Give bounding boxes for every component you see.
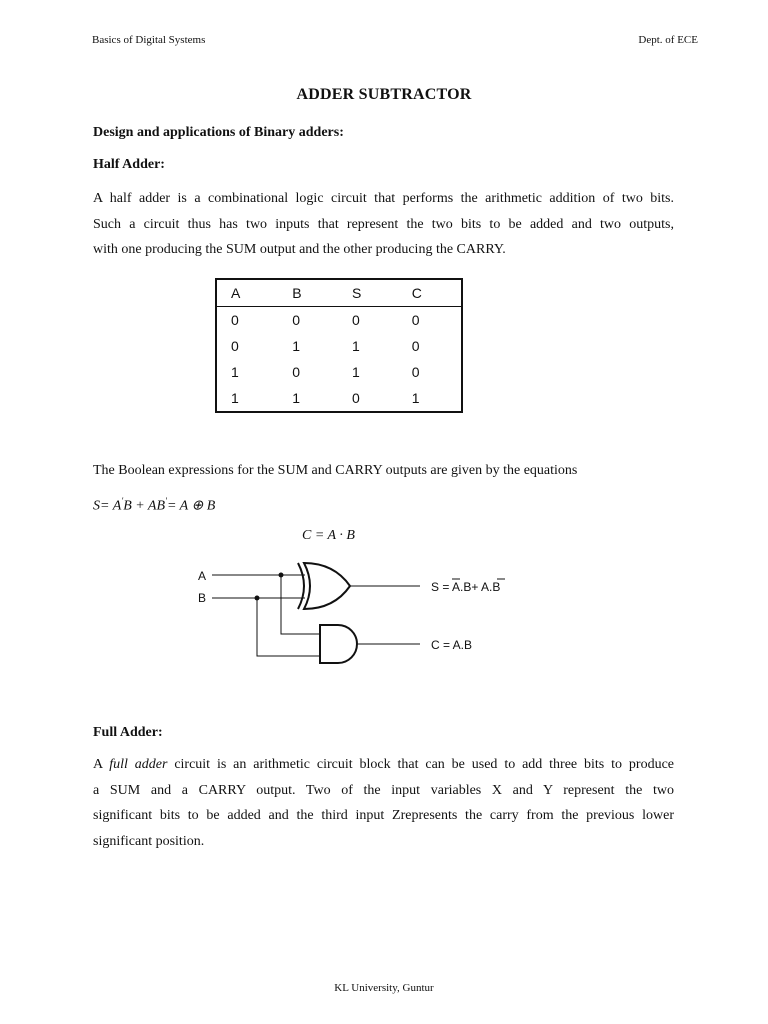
half-adder-line-2: Such a circuit thus has two inputs that represent the two bits to be added and two outputs, <box>93 216 674 232</box>
table-cell: 0 <box>351 390 360 406</box>
table-cell: 1 <box>292 338 301 354</box>
full-adder-paragraph <box>93 752 674 854</box>
text-run: circuit is an arithmetic circuit block that can be used to add three bits to produce <box>167 757 674 772</box>
table-cell: 0 <box>411 338 420 354</box>
sum-eq-part2: B + AB <box>123 498 166 514</box>
table-cell: 1 <box>292 390 301 406</box>
table-cell: 0 <box>292 364 301 380</box>
col-c-header: C <box>411 285 422 301</box>
truth-table-header-row <box>216 279 462 307</box>
table-row <box>216 307 462 334</box>
xor-gate <box>304 563 350 609</box>
col-s-header: S <box>351 285 362 301</box>
table-cell: 1 <box>351 364 360 380</box>
table-cell: 0 <box>411 364 420 380</box>
carry-output-label: C = A.B <box>431 638 473 652</box>
table-row <box>216 359 462 385</box>
input-a-label: A <box>198 569 207 583</box>
xor-gate-extra-arc <box>298 563 304 609</box>
page-title: ADDER SUBTRACTOR <box>296 86 472 103</box>
boolean-intro <box>93 458 674 484</box>
table-cell: 1 <box>411 390 420 406</box>
sum-eq-part3: = A ⊕ B <box>166 498 216 514</box>
table-cell: 0 <box>351 312 360 328</box>
table-cell: 1 <box>231 390 239 406</box>
full-adder-line-4: significant position. <box>93 833 205 849</box>
prime-mark: ' <box>165 496 167 506</box>
table-cell: 0 <box>411 312 420 328</box>
sum-equation <box>93 496 215 515</box>
and-gate <box>320 625 357 663</box>
term-full-adder: full adder <box>109 757 168 772</box>
header-course: Basics of Digital Systems <box>92 34 206 46</box>
full-adder-line-1 <box>93 752 674 778</box>
truth-table <box>215 278 463 413</box>
half-adder-circuit-diagram <box>180 560 520 670</box>
carry-equation: C = A · B <box>302 528 355 543</box>
prime-mark: ' <box>121 496 124 506</box>
table-cell: 0 <box>231 312 239 328</box>
full-adder-line-2: a SUM and a CARRY output. Two of the input variables X and Y represent the two <box>93 782 674 798</box>
table-cell: 0 <box>292 312 301 328</box>
section-heading: Design and applications of Binary adders: <box>93 125 344 140</box>
input-b-label: B <box>198 591 207 605</box>
table-cell: 1 <box>351 338 360 354</box>
col-a-header: A <box>231 285 241 301</box>
full-adder-line-3: significant bits to be added and the third input Zrepresents the carry from the previous lower <box>93 808 674 823</box>
footer-university: KL University, Guntur <box>334 982 434 994</box>
table-cell: 1 <box>231 364 239 380</box>
table-row <box>216 385 462 412</box>
half-adder-heading: Half Adder: <box>93 157 165 172</box>
sum-eq-part1: S= A <box>93 498 122 514</box>
header-department: Dept. of ECE <box>638 34 698 46</box>
full-adder-heading: Full Adder: <box>93 725 163 740</box>
half-adder-paragraph <box>93 186 674 263</box>
half-adder-line-3: with one producing the SUM output and the other producing the CARRY. <box>93 242 506 257</box>
half-adder-line-1: A half adder is a combinational logic circuit that performs the arithmetic addition of two bits. <box>93 191 674 206</box>
table-row <box>216 333 462 359</box>
table-cell: 0 <box>231 338 239 354</box>
text-run: A <box>93 757 110 772</box>
col-b-header: B <box>292 285 302 301</box>
sum-output-label: S = A.B+ A.B <box>431 580 501 594</box>
boolean-intro-text: The Boolean expressions for the SUM and CARRY outputs are given by the equations <box>93 463 578 478</box>
